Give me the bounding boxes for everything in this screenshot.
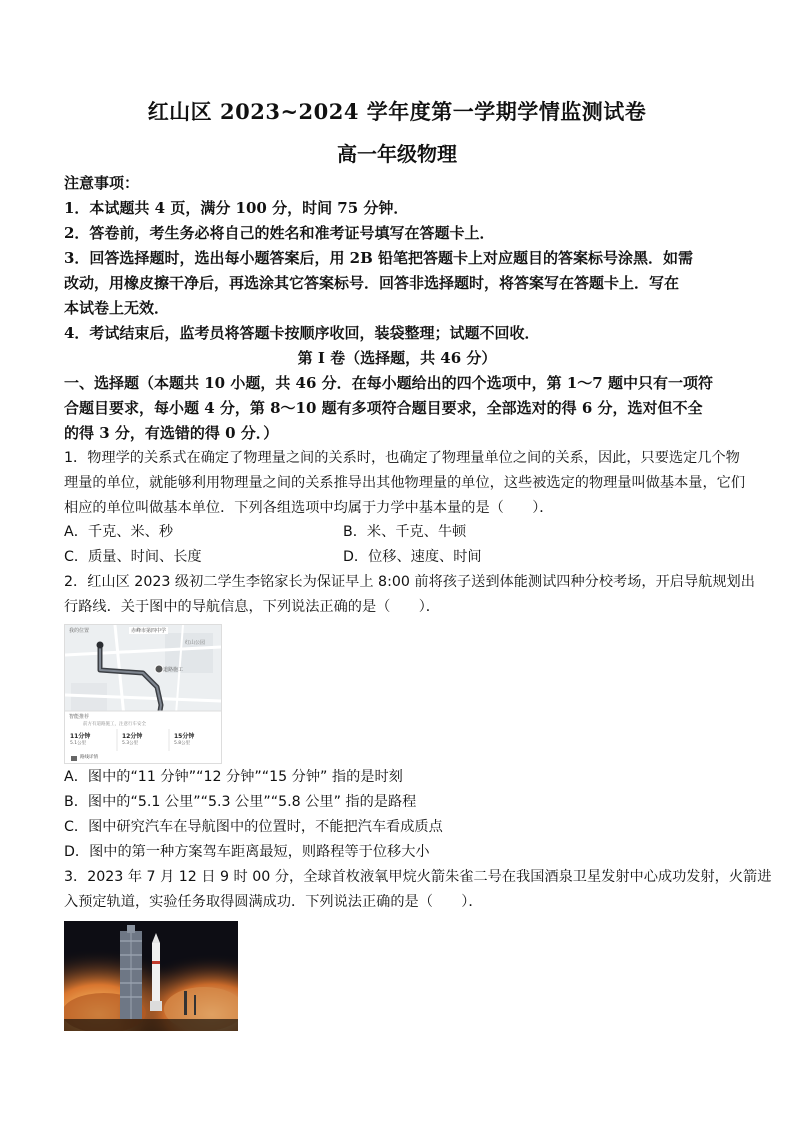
map-mode-label: 智能推荐 xyxy=(69,714,90,720)
map-origin-label: 我的位置 xyxy=(69,628,90,634)
rocket-launch-photo xyxy=(64,921,238,1031)
question-1-text: 理量的单位，就能够利用物理量之间的关系推导出其他物理量的单位，这些被选定的物理量叫做基本量，它们 xyxy=(64,475,746,491)
route-1-distance: 5.1公里 xyxy=(70,741,87,746)
question-1-option-b: B．米、千克、牛顿 xyxy=(343,524,467,540)
question-1-option-a: A．千克、米、秒 xyxy=(64,524,174,540)
question-1-text: 相应的单位叫做基本单位．下列各组选项中均属于力学中基本量的是（ ）． xyxy=(64,500,554,516)
exam-subtitle: 高一年级物理 xyxy=(337,142,457,166)
question-2-text: 行路线．关于图中的导航信息，下列说法正确的是（ ）． xyxy=(64,599,440,615)
route-2-distance: 5.3公里 xyxy=(122,741,139,746)
question-2-option-a: A．图中的“11 分钟”“12 分钟”“15 分钟” 指的是时刻 xyxy=(64,769,403,785)
map-place-label: 红山公园 xyxy=(185,640,206,646)
section-intro: 一、选择题（本题共 10 小题，共 46 分．在每小题给出的四个选项中，第 1～7 题中只有一项符 xyxy=(64,374,713,392)
notice-item: 3．回答选择题时，选出每小题答案后，用 2B 铅笔把答题卡上对应题目的答案标号涂黑．如需 xyxy=(64,249,694,267)
section-intro: 合题目要求，每小题 4 分，第 8～10 题有多项符合题目要求，全部选对的得 6 分，选对但不全 xyxy=(64,399,703,417)
route-1-time: 11分钟 xyxy=(70,733,91,740)
navigation-map-figure xyxy=(64,624,222,764)
notice-item: 1．本试题共 4 页，满分 100 分，时间 75 分钟． xyxy=(64,199,409,217)
map-destination-label: 赤峰市第四中学 xyxy=(131,628,167,634)
question-2-option-c: C．图中研究汽车在导航图中的位置时，不能把汽车看成质点 xyxy=(64,819,443,835)
map-notice: 前方有道路施工，注意行车安全 xyxy=(83,722,146,727)
section-title: 第 I 卷（选择题，共 46 分） xyxy=(297,349,497,367)
question-1-option-c: C．质量、时间、长度 xyxy=(64,549,202,565)
map-route-label: 道路施工 xyxy=(163,667,184,673)
notice-item: 本试卷上无效． xyxy=(64,299,170,317)
exam-title: 红山区 2023~2024 学年度第一学期学情监测试卷 xyxy=(147,99,647,124)
question-3-text: 入预定轨道，实验任务取得圆满成功．下列说法正确的是（ ）． xyxy=(64,894,483,910)
question-1-option-d: D．位移、速度、时间 xyxy=(343,549,482,565)
section-intro: 的得 3 分，有选错的得 0 分．） xyxy=(64,424,279,442)
question-3-text: 3．2023 年 7 月 12 日 9 时 00 分，全球首枚液氧甲烷火箭朱雀二号在我国酒泉卫星发射中心成功发射，火箭进 xyxy=(64,869,772,885)
notice-heading: 注意事项： xyxy=(64,174,140,192)
question-2-option-d: D．图中的第一种方案驾车距离最短，则路程等于位移大小 xyxy=(64,844,430,860)
rocket-launch-graphic xyxy=(64,921,238,1031)
route-detail-button: 路线详情 xyxy=(80,755,98,760)
notice-item: 2．答卷前，考生务必将自己的姓名和准考证号填写在答题卡上． xyxy=(64,224,495,242)
question-2-text: 2．红山区 2023 级初二学生李铭家长为保证早上 8:00 前将孩子送到体能测试四种分校考场，开启导航规划出 xyxy=(64,574,755,590)
route-3-time: 15分钟 xyxy=(174,733,195,740)
route-3-distance: 5.8公里 xyxy=(174,741,191,746)
notice-item: 4．考试结束后，监考员将答题卡按顺序收回，装袋整理；试题不回收． xyxy=(64,324,540,342)
notice-item: 改动，用橡皮擦干净后，再选涂其它答案标号．回答非选择题时，将答案写在答题卡上．写在 xyxy=(64,274,680,292)
route-2-time: 12分钟 xyxy=(122,733,143,740)
question-2-option-b: B．图中的“5.1 公里”“5.3 公里”“5.8 公里” 指的是路程 xyxy=(64,794,417,810)
question-1-text: 1．物理学的关系式在确定了物理量之间的关系时，也确定了物理量单位之间的关系，因此，只要选定几个物 xyxy=(64,450,740,466)
